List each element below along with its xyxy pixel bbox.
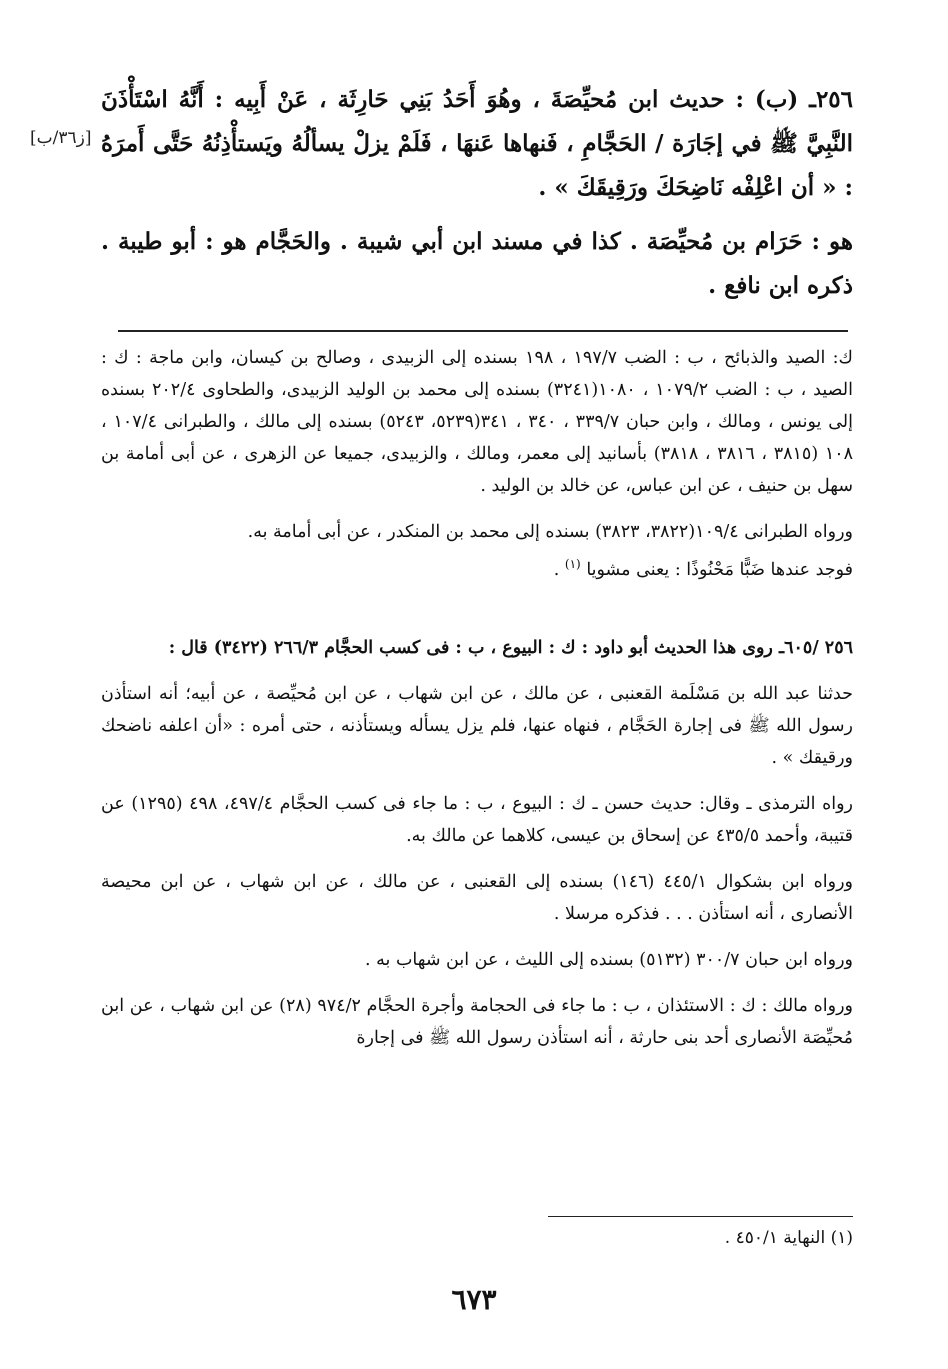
- annotation-heading: ٢٥٦ /٦٠٥ـ روى هذا الحديث أبو داود : ك : البيوع ، ب : فى كسب الحجَّام ٢٦٦/٣ (٣٤٢٢) قال :: [168, 637, 853, 658]
- page-number: ٦٧٣: [451, 1283, 497, 1316]
- annotation-section: [101, 342, 853, 1054]
- section-divider: [118, 330, 848, 332]
- annotation-paragraph: حدثنا عبد الله بن مَسْلَمة القعنبى ، عن مالك ، عن ابن شهاب ، عن ابن مُحيِّصة ، عن أبيه؛ أنه استأذن رسول الله ﷺ فى إجارة الحَجَّام ، فنهاه عنها، فلم يزل يسأله ويستأذنه ، حتى أمره : «أن اعلفه ناضحك ورقيقك » .: [101, 683, 853, 768]
- annotation-paragraph: ورواه ابن بشكوال ٤٤٥/١ (١٤٦) بسنده إلى القعنبى ، عن مالك ، عن ابن شهاب ، عن ابن محيصة الأنصارى ، أنه استأذن . . . فذكره مرسلا .: [101, 871, 853, 924]
- annotation-text: فوجد عندها ضَبًّا مَحْنُوذًا : يعنى مشويا: [586, 559, 853, 580]
- annotation-paragraph: ورواه ابن حبان ٣٠٠/٧ (٥١٣٢) بسنده إلى الليث ، عن ابن شهاب به .: [365, 949, 853, 970]
- annotation-paragraph: رواه الترمذى ـ وقال: حديث حسن ـ ك : البيوع ، ب : ما جاء فى كسب الحجَّام ٤٩٧/٤، ٤٩٨ (١٢٩٥) عن قتيبة، وأحمد ٤٣٥/٥ عن إسحاق بن عيسى، كلاهما عن مالك به.: [101, 793, 854, 846]
- annotation-paragraph: ورواه مالك : ك : الاستئذان ، ب : ما جاء فى الحجامة وأجرة الحجَّام ٩٧٤/٢ (٢٨) عن ابن شهاب ، عن ابن مُحيِّصَة الأنصارى أحد بنى حارثة ، أنه استأذن رسول الله ﷺ فى إجارة: [101, 995, 853, 1048]
- annotation-paragraph: فوجد عندها ضَبًّا مَحْنُوذًا : يعنى مشويا $^{(١)}$ .: [553, 557, 853, 580]
- annotation-paragraph: ورواه الطبرانى ١٠٩/٤(٣٨٢٢، ٣٨٢٣) بسنده إلى محمد بن المنكدر ، عن أبى أمامة به.: [247, 522, 853, 542]
- annotation-paragraph: ك: الصيد والذبائح ، ب : الضب ١٩٧/٧ ، ١٩٨ بسنده إلى الزبيدى ، وصالح بن كيسان، وابن ماجة : ك : الصيد ، ب : الضب ١٠٧٩/٢ ، ١٠٨٠(٣٢٤١) بسنده إلى محمد بن الوليد الزبيدى، والطحاوى ٢٠٢/٤ بسنده إلى يونس ، ومالك ، وابن حبان ٣٣٩/٧ ، ٣٤٠ ، ٣٤١(٥٢٣٩، ٥٢٤٣) بسنده إلى مالك ، والطبرانى ١٠٧/٤ ، ١٠٨ (٣٨١٥ ، ٣٨١٦ ، ٣٨١٨) بأسانيد إلى معمر، ومالك ، والزبيدى، جميعا عن الزهرى ، عن أبى أمامة بن سهل بن حنيف ، عن ابن عباس، عن خالد بن الوليد .: [101, 348, 854, 496]
- commentary-paragraph: هو : حَرَام بن مُحيِّصَة . كذا في مسند ابن أبي شيبة . والحَجَّام هو : أبو طيبة . ذكره ابن نافع .: [101, 228, 853, 299]
- footnote-marker[interactable]: (١): [564, 557, 581, 571]
- hadith-paragraph: ٢٥٦ـ (ب) : حديث ابن مُحيِّصَةَ ، وهُوَ أَحَدُ بَنِي حَارِثَة ، عَنْ أَبِيه : أَنَّهُ اسْتَأْذَنَ النَّبِيَّ ﷺ في إجَارَة / الحَجَّامِ ، فَنهاها عَنهَا ، فَلَمْ يزلْ يسألُهُ ويَستأْذِنُهُ حَتَّى أَمرَهُ : « أن اعْلِفْه نَاضِحَكَ ورَقِيقَكَ » .: [101, 86, 853, 201]
- footnote-divider: [548, 1216, 853, 1217]
- main-text: [101, 78, 853, 308]
- footnote: (١) النهاية ٤٥٠/١ .: [724, 1228, 853, 1248]
- manuscript-folio-reference: [ز٣٦/ب]: [30, 128, 92, 148]
